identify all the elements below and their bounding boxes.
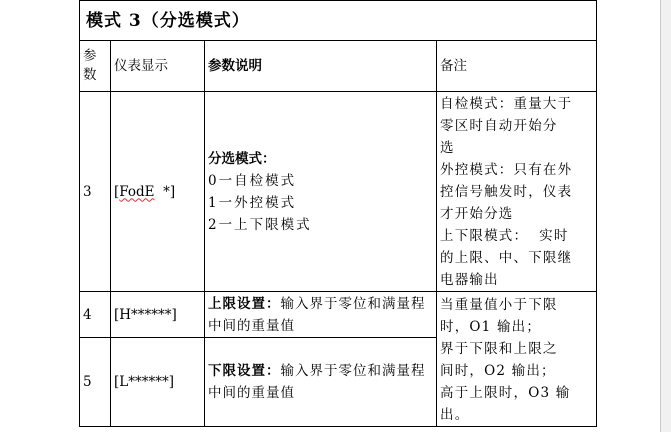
mode-parameter-table (79, 0, 597, 427)
header-display: 仪表显示 (111, 41, 205, 92)
remark-line: 的上限、中、下限继 (440, 250, 573, 266)
description-cell (205, 338, 437, 427)
remark-line: 零区时自动开始分 (440, 118, 558, 134)
section-title: 模式 3（分选模式） (80, 1, 597, 41)
remark-line: 界于下限和上限之 (440, 341, 558, 357)
header-description: 参数说明 (205, 41, 437, 92)
display-code: FodE (119, 183, 155, 200)
header-remarks: 备注 (437, 41, 597, 92)
table-row (80, 92, 597, 292)
remark-line: 控信号触发时，仪表 (440, 184, 573, 200)
table-row (80, 292, 597, 338)
remarks-cell (437, 92, 597, 292)
option-line: 0一自检模式 (208, 172, 297, 189)
description-title: 下限设置： (208, 363, 281, 380)
shared-remarks-cell (437, 292, 597, 427)
description-text: 输入界于零位和满量程中间的重量值 (208, 363, 426, 402)
remark-line: 才开始分选 (440, 206, 514, 222)
remark-line: 电器输出 (440, 272, 499, 288)
description-text: 输入界于零位和满量程中间的重量值 (208, 295, 426, 334)
display-code: [L******] (111, 338, 205, 427)
remark-line: 出。 (440, 407, 470, 423)
description-cell (205, 92, 437, 292)
remark-line: 间时，O2 输出； (440, 363, 556, 379)
remark-line: 自检模式：重量大于 (440, 96, 573, 112)
param-number: 5 (80, 338, 111, 427)
remark-line: 外控模式：只有在外 (440, 162, 573, 178)
display-bracket-close: *] (154, 183, 176, 200)
remark-line: 当重量值小于下限 (440, 297, 558, 313)
remark-line: 选 (440, 140, 455, 156)
option-line: 1一外控模式 (208, 194, 297, 211)
header-param: 参数 (80, 41, 111, 92)
display-bracket-open: [ (114, 183, 120, 200)
display-code: [H******] (111, 292, 205, 338)
display-code-cell (111, 92, 205, 292)
option-line: 2一上下限模式 (208, 216, 312, 233)
remark-line: 上下限模式： 实时 (440, 228, 569, 244)
header-row (80, 41, 597, 92)
description-title: 分选模式： (208, 150, 276, 167)
param-number: 3 (80, 92, 111, 292)
remark-line: 高于上限时，O3 输 (440, 385, 571, 401)
description-cell (205, 292, 437, 338)
param-number: 4 (80, 292, 111, 338)
description-title: 上限设置： (208, 295, 281, 312)
remark-line: 时，O1 输出； (440, 319, 542, 335)
